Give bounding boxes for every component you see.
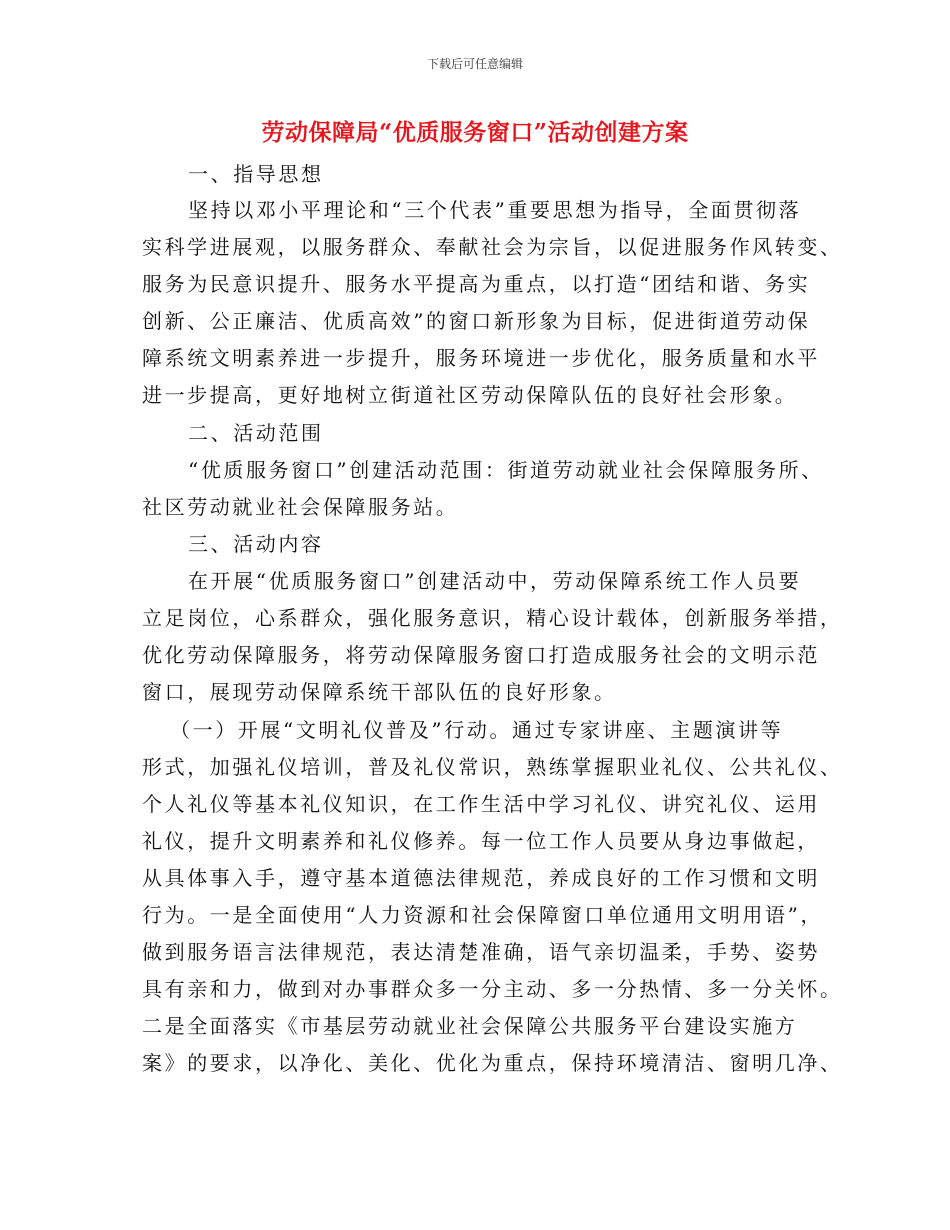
paragraph-line: 在开展“优质服务窗口”创建活动中，劳动保障系统工作人员要 [188,569,802,593]
paragraph-line: 二是全面落实《市基层劳动就业社会保障公共服务平台建设实施方 [142,1014,798,1038]
paragraph-line: 窗口，展现劳动保障系统干部队伍的良好形象。 [142,680,617,704]
paragraph-line: 行为。一是全面使用“人力资源和社会保障窗口单位通用文明用语”， [142,903,824,927]
heading-guiding-ideology: 一、指导思想 [188,162,324,186]
paragraph-line: 个人礼仪等基本礼仪知识，在工作生活中学习礼仪、讲究礼仪、运用 [142,792,820,816]
paragraph-line: “优质服务窗口”创建活动范围：街道劳动就业社会保障服务所、 [188,458,824,482]
paragraph-line: 坚持以邓小平理论和“三个代表”重要思想为指导，全面贯彻落 [188,198,802,222]
paragraph-line: 从具体事入手，遵守基本道德法律规范，养成良好的工作习惯和文明 [142,866,820,890]
paragraph-line: 创新、公正廉洁、优质高效”的窗口新形象为目标，促进街道劳动保 [142,309,811,333]
subheading-civility-etiquette: （一）开展“文明礼仪普及”行动。通过专家讲座、主题演讲等 [170,718,784,742]
paragraph-line: 做到服务语言法律规范，表达清楚准确，语气亲切温柔，手势、姿势 [142,940,820,964]
paragraph-line: 礼仪，提升文明素养和礼仪修养。每一位工作人员要从身边事做起， [142,829,820,853]
heading-activity-content: 三、活动内容 [188,532,324,556]
paragraph-line: 案》的要求，以净化、美化、优化为重点，保持环境清洁、窗明几净、 [142,1051,843,1075]
paragraph-line: 社区劳动就业社会保障服务站。 [142,495,459,519]
paragraph-line: 具有亲和力，做到对办事群众多一分主动、多一分热情、多一分关怀。 [142,977,843,1001]
paragraph-line: 形式，加强礼仪培训，普及礼仪常识，熟练掌握职业礼仪、公共礼仪、 [142,755,843,779]
paragraph-line: 立足岗位，心系群众，强化服务意识，精心设计载体，创新服务举措， [142,606,843,630]
paragraph-line: 服务为民意识提升、服务水平提高为重点，以打造“团结和谐、务实 [142,272,811,296]
paragraph-line: 障系统文明素养进一步提升，服务环境进一步优化，服务质量和水平 [142,346,820,370]
document-title: 劳动保障局“优质服务窗口”活动创建方案 [261,119,689,146]
paragraph-line: 进一步提高，更好地树立街道社区劳动保障队伍的良好社会形象。 [142,383,798,407]
heading-activity-scope: 二、活动范围 [188,421,324,445]
paragraph-line: 优化劳动保障服务，将劳动保障服务窗口打造成服务社会的文明示范 [142,643,820,667]
paragraph-line: 实科学进展观，以服务群众、奉献社会为宗旨，以促进服务作风转变、 [142,235,843,259]
page-header: 下载后可任意编辑 [426,57,523,71]
